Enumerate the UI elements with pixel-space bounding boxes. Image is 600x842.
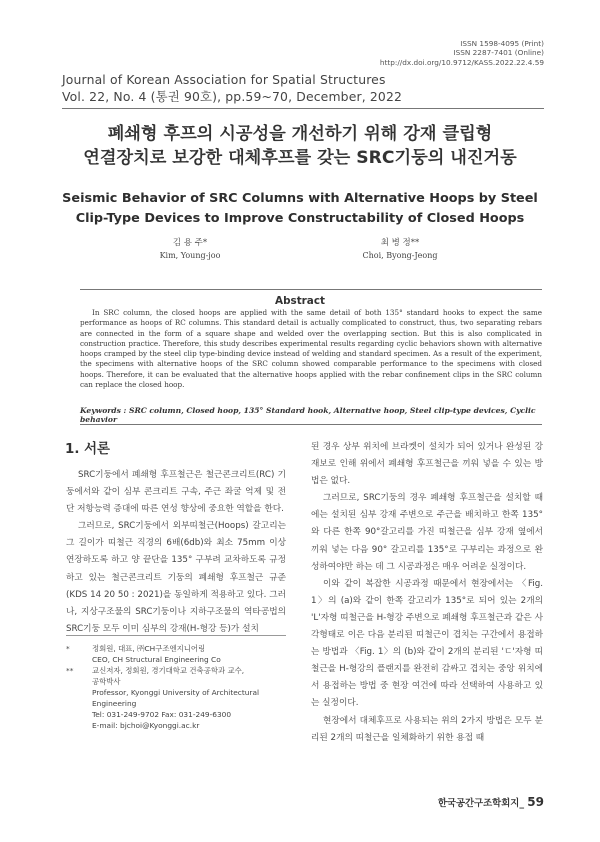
footnote-line: Tel: 031-249-9702 Fax: 031-249-6300 [92,710,232,719]
abstract-body [80,308,542,390]
title-korean [40,122,560,170]
journal-header [62,71,402,105]
page-number: 59 [527,795,544,809]
footnote-mark: * [66,644,70,653]
paragraph: 그러므로, SRC기둥의 경우 폐쇄형 후프철근을 설치할 때에는 설치된 심부 강재 주변으로 주근을 배치하고 한쪽 135°와 다른 한쪽 90°갈고리를 가진 띠철근을 심부 강재 옆에서 끼워 넣는 다음 90° 갈고리를 135°로 구부리는 과정으로 완성하여야만 하는 데 그 시공과정은 매우 어려운 실정이다. [311,493,543,572]
author-1-ko: 김 용 주* [172,238,208,248]
title-en-line2: Clip-Type Devices to Improve Constructability of Closed Hoops [75,211,525,226]
paragraph: 이와 같이 복잡한 시공과정 때문에서 현장에서는 〈Fig. 1〉의 (a)와 같이 한쪽 갈고리가 135°로 되어 있는 2개의 'L'자형 띠철근을 H-형강 주변으로 폐쇄형 후프철근과 같은 사각형태로 이은 다음 분리된 띠철근이 겹치는 구간에서 용접하는 방법과 〈Fig. 1〉의 (b)와 같이 2개의 분리된 'ㄷ'자형 띠철근을 H-형강의 플랜지를 완전히 감싸고 겹치는 중앙 위치에서 용접하는 방법 중 현장 여건에 따라 선택하여 사용하고 있는 실정이다. [311,578,543,709]
footnote-line: 공학박사 [92,677,121,686]
footer-journal: 한국공간구조학회지 [437,798,520,809]
author-2-en: Choi, Byong-Jeong [362,251,438,260]
issn-block [380,39,544,67]
footnote-email[interactable]: E-mail: bjchoi@Kyonggi.ac.kr [92,721,200,730]
header-rule [62,108,544,109]
issn-print: ISSN 1598-4095 (Print) [460,39,544,48]
paragraph: 현장에서 대체후프로 사용되는 위의 2가지 방법은 모두 분리된 2개의 띠철근을 일체화하기 위한 용접 때 [311,715,543,743]
title-ko-line2: 연결장치로 보강한 대체후프를 갖는 SRC기둥의 내진거동 [83,148,517,168]
abstract-heading: Abstract [275,295,325,307]
footnote-1 [66,643,259,665]
footnote-mark: ** [66,666,74,675]
journal-name: Journal of Korean Association for Spatial Structures [62,72,386,87]
footnote-rule [66,635,286,636]
footer-separator: _ [519,798,525,809]
footnote-line: Engineering [92,699,137,708]
author-1-en: Kim, Young-joo [159,251,221,260]
column-left [66,467,286,638]
journal-volume: Vol. 22, No. 4 (통권 90호), pp.59~70, December, 2022 [62,89,403,104]
paragraph: SRC기둥에서 폐쇄형 후프철근은 철근콘크리트(RC) 기둥에서와 같이 심부 콘크리트 구속, 주근 좌굴 억제 및 전단 저항능력 증대에 따른 연성 향상에 중요한 역할을 한다. [66,470,286,515]
title-ko-line1: 폐쇄형 후프의 시공성을 개선하기 위해 강재 클립형 [107,124,493,144]
issn-online: ISSN 2287-7401 (Online) [453,48,544,58]
paragraph: 된 경우 상부 위치에 브라켓이 설치가 되어 있거나 완성된 강재보로 인해 위에서 폐쇄형 후프철근을 끼워 넣을 수 있는 방법은 없다. [311,442,543,487]
keywords: Keywords : SRC column, Closed hoop, 135° Standard hook, Alternative hoop, Steel clip-type devices, Cyclic behavior [80,406,536,424]
title-english [40,189,560,229]
doi-link[interactable]: http://dx.doi.org/10.9712/KASS.2022.22.4.59 [379,57,544,67]
author-2-ko: 최 병 정** [380,238,420,248]
footnote-line: 교신저자, 정회원, 경기대학교 건축공학과 교수, [92,666,245,675]
section-title: 1. 서론 [65,442,110,457]
title-en-line1: Seismic Behavior of SRC Columns with Alternative Hoops by Steel [62,191,538,206]
paragraph: 그러므로, SRC기둥에서 외부띠철근(Hoops) 갈고리는 그 길이가 띠철근 직경의 6배(6db)와 최소 75mm 이상 연장하도록 하고 양 끝단을 135° 구부려 교차하도록 규정하고 있는 철근콘크리트 기둥의 폐쇄형 후프철근 규준(KDS 14 20 50 : 2021)을 동일하게 적용하고 있다. 그러나, 지상구조물의 SRC기둥이나 지하구조물의 역타공법의 SRC기둥 모두 이미 심부의 강재(H-형강 등)가 설치 [66,521,286,634]
abstract-rule-top [80,289,542,290]
author-1 [120,237,260,261]
abstract-rule-bottom [80,424,542,425]
abstract-text: In SRC column, the closed hoops are applied with the same detail of both 135° standard hooks to expect the same performance as hoops of RC columns. This standard detail is actually complicated to construct, thus, two separating rebars are connected in the form of a square shape and welded over the overlapping section. But this is also complicated in construction practice. Therefore, this study describes experimental results regarding cyclic behaviors shown with alternative hoops cramped by the steel clip type-binding device instead of welding and standard specimen. As a result of the experiment, the specimens with alternative hoops of the SRC column showed comparable performance to the specimens with closed hoops. Therefore, it can be evaluated that the alternative hoops applied with the rebar confinement clips in the SRC column can replace the closed hoop. [80,308,542,390]
footnote-line: Professor, Kyonggi University of Architectural [92,688,260,697]
footnote-2 [66,665,259,731]
footnote-line: 정회원, 대표, ㈜CH구조엔지니어링 [92,644,206,653]
author-2 [330,237,470,261]
page-footer [438,795,544,809]
footnote-line: CEO, CH Structural Engineering Co [92,655,221,664]
footnotes [66,643,259,731]
column-right [311,439,543,747]
